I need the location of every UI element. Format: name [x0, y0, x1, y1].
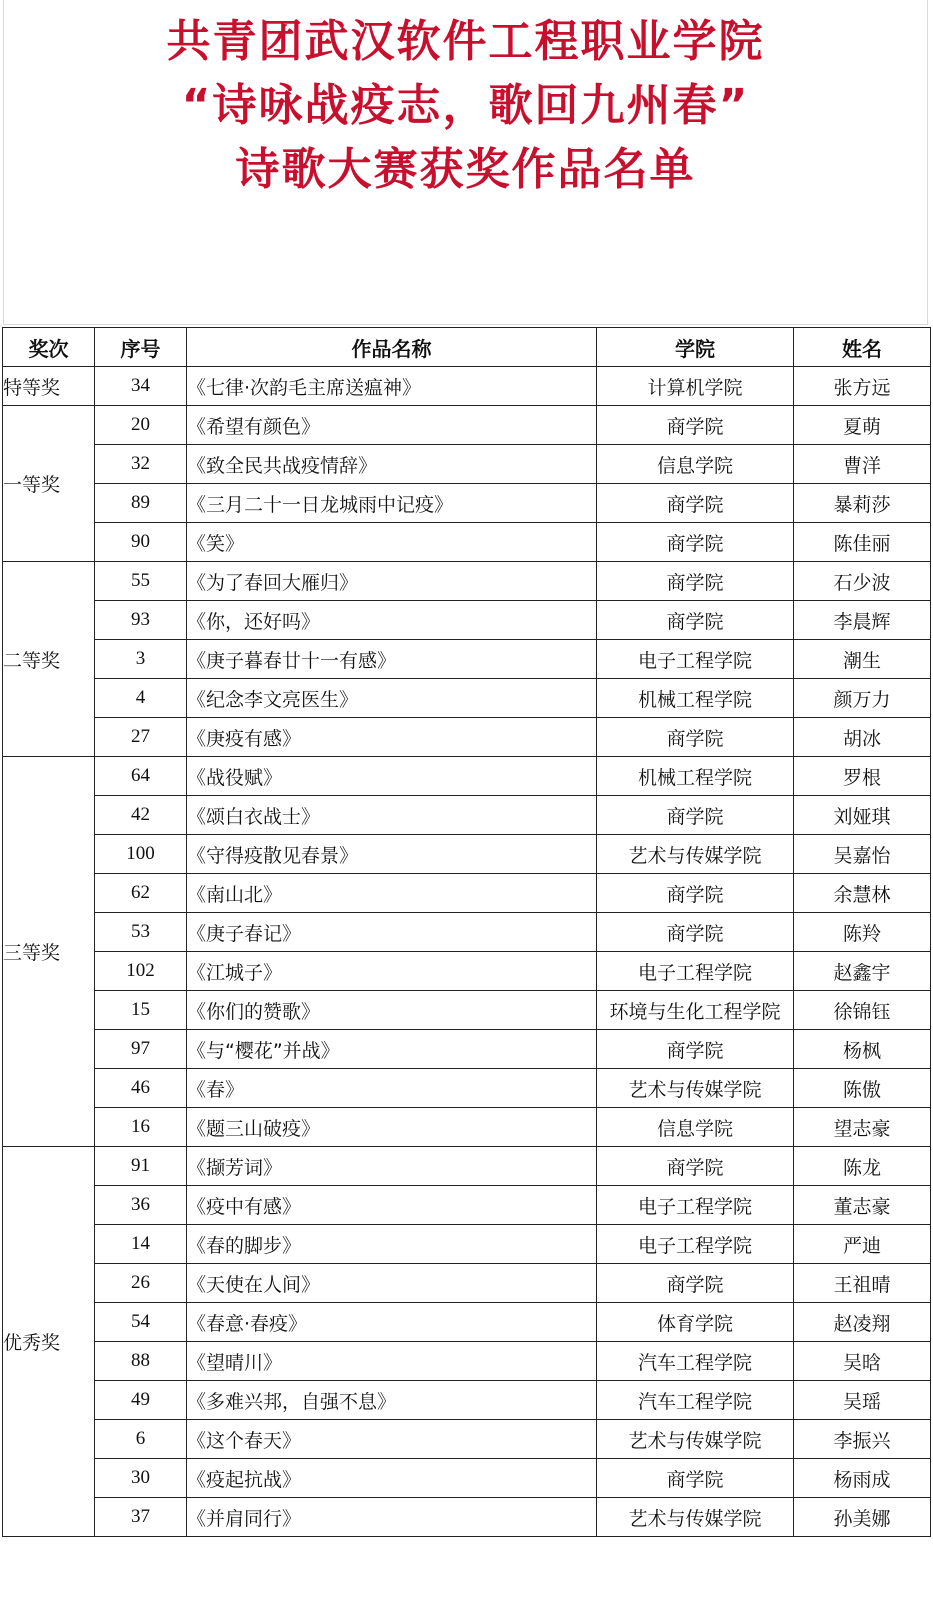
header-work: 作品名称 [187, 328, 597, 367]
work-title-cell: 《你们的赞歌》 [187, 991, 597, 1030]
award-level-cell: 优秀奖 [3, 1147, 95, 1537]
award-level-cell: 一等奖 [3, 406, 95, 562]
title-block [3, 0, 928, 325]
work-title-cell: 《纪念李文亮医生》 [187, 679, 597, 718]
student-name-cell: 胡冰 [794, 718, 931, 757]
student-name-cell: 张方远 [794, 367, 931, 406]
college-cell: 商学院 [597, 913, 794, 952]
award-level-cell: 三等奖 [3, 757, 95, 1147]
student-name-cell: 石少波 [794, 562, 931, 601]
number-cell: 36 [95, 1186, 187, 1225]
student-name-cell: 杨枫 [794, 1030, 931, 1069]
table-row [3, 1498, 931, 1537]
college-cell: 信息学院 [597, 1108, 794, 1147]
number-cell: 30 [95, 1459, 187, 1498]
work-title-cell: 《江城子》 [187, 952, 597, 991]
college-cell: 商学院 [597, 1459, 794, 1498]
student-name-cell: 曹洋 [794, 445, 931, 484]
table-row [3, 1264, 931, 1303]
college-cell: 汽车工程学院 [597, 1381, 794, 1420]
college-cell: 机械工程学院 [597, 679, 794, 718]
work-title-cell: 《疫起抗战》 [187, 1459, 597, 1498]
college-cell: 电子工程学院 [597, 952, 794, 991]
college-cell: 电子工程学院 [597, 1186, 794, 1225]
work-title-cell: 《你，还好吗》 [187, 601, 597, 640]
header-college: 学院 [597, 328, 794, 367]
student-name-cell: 吴晗 [794, 1342, 931, 1381]
student-name-cell: 陈龙 [794, 1147, 931, 1186]
college-cell: 商学院 [597, 562, 794, 601]
work-title-cell: 《春意·春疫》 [187, 1303, 597, 1342]
student-name-cell: 陈羚 [794, 913, 931, 952]
work-title-cell: 《春的脚步》 [187, 1225, 597, 1264]
table-row [3, 1420, 931, 1459]
header-row [3, 328, 931, 367]
table-row [3, 406, 931, 445]
award-level-cell: 特等奖 [3, 367, 95, 406]
student-name-cell: 潮生 [794, 640, 931, 679]
college-cell: 计算机学院 [597, 367, 794, 406]
student-name-cell: 徐锦钰 [794, 991, 931, 1030]
table-row [3, 1459, 931, 1498]
number-cell: 102 [95, 952, 187, 991]
work-title-cell: 《望晴川》 [187, 1342, 597, 1381]
number-cell: 4 [95, 679, 187, 718]
work-title-cell: 《颂白衣战士》 [187, 796, 597, 835]
number-cell: 54 [95, 1303, 187, 1342]
table-row [3, 874, 931, 913]
work-title-cell: 《庚子暮春廿十一有感》 [187, 640, 597, 679]
college-cell: 电子工程学院 [597, 640, 794, 679]
number-cell: 32 [95, 445, 187, 484]
work-title-cell: 《庚子春记》 [187, 913, 597, 952]
college-cell: 信息学院 [597, 445, 794, 484]
table-row [3, 1186, 931, 1225]
number-cell: 97 [95, 1030, 187, 1069]
student-name-cell: 李振兴 [794, 1420, 931, 1459]
number-cell: 49 [95, 1381, 187, 1420]
college-cell: 商学院 [597, 1147, 794, 1186]
work-title-cell: 《与“樱花”并战》 [187, 1030, 597, 1069]
student-name-cell: 暴莉莎 [794, 484, 931, 523]
student-name-cell: 刘娅琪 [794, 796, 931, 835]
number-cell: 88 [95, 1342, 187, 1381]
award-table [2, 327, 931, 1537]
table-row [3, 757, 931, 796]
work-title-cell: 《七律·次韵毛主席送瘟神》 [187, 367, 597, 406]
work-title-cell: 《南山北》 [187, 874, 597, 913]
number-cell: 100 [95, 835, 187, 874]
number-cell: 42 [95, 796, 187, 835]
work-title-cell: 《疫中有感》 [187, 1186, 597, 1225]
number-cell: 46 [95, 1069, 187, 1108]
college-cell: 汽车工程学院 [597, 1342, 794, 1381]
number-cell: 93 [95, 601, 187, 640]
student-name-cell: 赵鑫宇 [794, 952, 931, 991]
table-row [3, 991, 931, 1030]
work-title-cell: 《题三山破疫》 [187, 1108, 597, 1147]
header-name: 姓名 [794, 328, 931, 367]
work-title-cell: 《笑》 [187, 523, 597, 562]
number-cell: 6 [95, 1420, 187, 1459]
work-title-cell: 《三月二十一日龙城雨中记疫》 [187, 484, 597, 523]
work-title-cell: 《并肩同行》 [187, 1498, 597, 1537]
table-row [3, 445, 931, 484]
college-cell: 商学院 [597, 406, 794, 445]
college-cell: 体育学院 [597, 1303, 794, 1342]
table-body [3, 367, 931, 1537]
number-cell: 20 [95, 406, 187, 445]
work-title-cell: 《这个春天》 [187, 1420, 597, 1459]
college-cell: 商学院 [597, 1030, 794, 1069]
number-cell: 15 [95, 991, 187, 1030]
college-cell: 机械工程学院 [597, 757, 794, 796]
table-row [3, 1108, 931, 1147]
number-cell: 91 [95, 1147, 187, 1186]
student-name-cell: 王祖晴 [794, 1264, 931, 1303]
student-name-cell: 吴瑶 [794, 1381, 931, 1420]
table-row [3, 601, 931, 640]
college-cell: 艺术与传媒学院 [597, 1498, 794, 1537]
number-cell: 53 [95, 913, 187, 952]
table-row [3, 1030, 931, 1069]
table-row [3, 835, 931, 874]
college-cell: 商学院 [597, 601, 794, 640]
work-title-cell: 《致全民共战疫情辞》 [187, 445, 597, 484]
table-row [3, 1147, 931, 1186]
student-name-cell: 陈傲 [794, 1069, 931, 1108]
table-row [3, 640, 931, 679]
work-title-cell: 《撷芳词》 [187, 1147, 597, 1186]
college-cell: 艺术与传媒学院 [597, 1420, 794, 1459]
work-title-cell: 《为了春回大雁归》 [187, 562, 597, 601]
college-cell: 商学院 [597, 484, 794, 523]
number-cell: 26 [95, 1264, 187, 1303]
table-row [3, 1225, 931, 1264]
table-row [3, 913, 931, 952]
table-row [3, 1342, 931, 1381]
college-cell: 商学院 [597, 523, 794, 562]
student-name-cell: 赵凌翔 [794, 1303, 931, 1342]
college-cell: 商学院 [597, 1264, 794, 1303]
student-name-cell: 罗根 [794, 757, 931, 796]
number-cell: 27 [95, 718, 187, 757]
student-name-cell: 夏萌 [794, 406, 931, 445]
number-cell: 64 [95, 757, 187, 796]
work-title-cell: 《庚疫有感》 [187, 718, 597, 757]
college-cell: 电子工程学院 [597, 1225, 794, 1264]
table-row [3, 1069, 931, 1108]
table-row [3, 679, 931, 718]
title-line-3: 诗歌大赛获奖作品名单 [235, 144, 696, 195]
college-cell: 商学院 [597, 718, 794, 757]
number-cell: 16 [95, 1108, 187, 1147]
header-number: 序号 [95, 328, 187, 367]
college-cell: 环境与生化工程学院 [597, 991, 794, 1030]
table-row [3, 523, 931, 562]
title-line-2: “诗咏战疫志，歌回九州春” [181, 80, 750, 131]
table-row [3, 484, 931, 523]
student-name-cell: 董志豪 [794, 1186, 931, 1225]
student-name-cell: 余慧林 [794, 874, 931, 913]
student-name-cell: 吴嘉怡 [794, 835, 931, 874]
number-cell: 14 [95, 1225, 187, 1264]
work-title-cell: 《多难兴邦，自强不息》 [187, 1381, 597, 1420]
table-row [3, 367, 931, 406]
work-title-cell: 《守得疫散见春景》 [187, 835, 597, 874]
student-name-cell: 杨雨成 [794, 1459, 931, 1498]
award-level-cell: 二等奖 [3, 562, 95, 757]
college-cell: 商学院 [597, 796, 794, 835]
title-line-1: 共青团武汉软件工程职业学院 [166, 16, 765, 67]
number-cell: 55 [95, 562, 187, 601]
number-cell: 37 [95, 1498, 187, 1537]
header-award: 奖次 [3, 328, 95, 367]
work-title-cell: 《战役赋》 [187, 757, 597, 796]
number-cell: 34 [95, 367, 187, 406]
student-name-cell: 李晨辉 [794, 601, 931, 640]
college-cell: 艺术与传媒学院 [597, 835, 794, 874]
student-name-cell: 孙美娜 [794, 1498, 931, 1537]
number-cell: 62 [95, 874, 187, 913]
work-title-cell: 《春》 [187, 1069, 597, 1108]
number-cell: 90 [95, 523, 187, 562]
student-name-cell: 望志豪 [794, 1108, 931, 1147]
college-cell: 商学院 [597, 874, 794, 913]
table-row [3, 562, 931, 601]
student-name-cell: 严迪 [794, 1225, 931, 1264]
college-cell: 艺术与传媒学院 [597, 1069, 794, 1108]
table-row [3, 1303, 931, 1342]
number-cell: 89 [95, 484, 187, 523]
student-name-cell: 陈佳丽 [794, 523, 931, 562]
number-cell: 3 [95, 640, 187, 679]
table-row [3, 796, 931, 835]
student-name-cell: 颜万力 [794, 679, 931, 718]
table-row [3, 718, 931, 757]
table-row [3, 952, 931, 991]
table-row [3, 1381, 931, 1420]
work-title-cell: 《希望有颜色》 [187, 406, 597, 445]
work-title-cell: 《天使在人间》 [187, 1264, 597, 1303]
